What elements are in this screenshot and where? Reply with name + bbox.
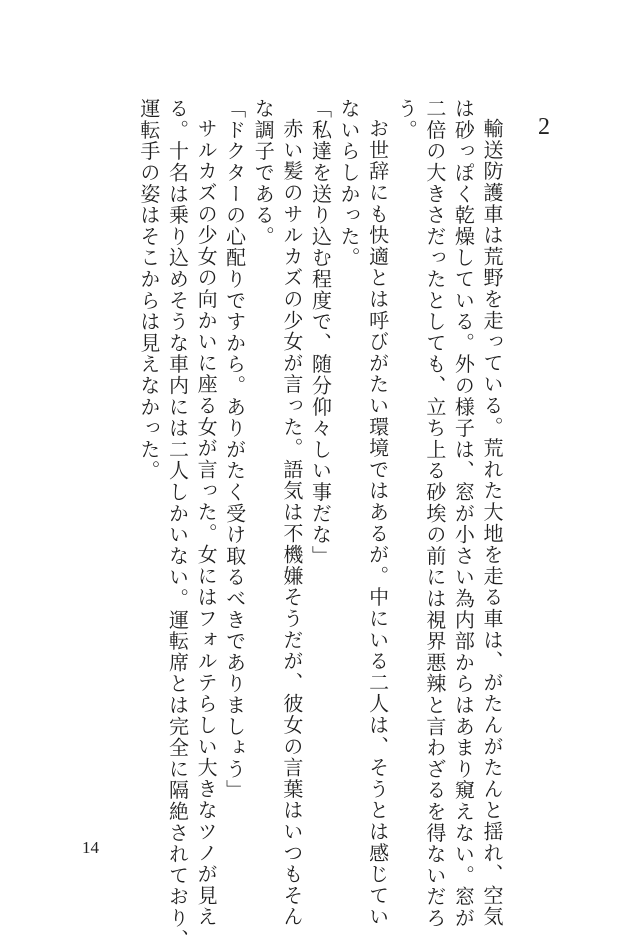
text-line: ないらしかった。 [337,98,362,269]
text-line: 赤い髪のサルカズの少女が言った。語気は不機嫌そうだが、彼女の言葉はいつもそん [279,118,304,928]
text-line: お世辞にも快適とは呼びがたい環境ではあるが。中にいる二人は、そうとは感じてい [365,118,390,928]
text-line: 輸送防護車は荒野を走っている。荒れた大地を走る車は、がたんがたんと揺れ、空気 [480,118,504,928]
text-line: は砂っぽく乾燥している。外の様子は、窓が小さい為内部からはあまり窺えない。窓が [451,98,476,929]
body-text [134,98,506,950]
text-line: 「ドクターの心配りですから。ありがたく受け取るべきでありましょう」 [222,98,247,801]
text-line: う。 [394,98,419,141]
text-line: な調子である。 [251,98,276,248]
chapter-number: 2 [538,114,550,140]
text-line: 「私達を送り込む程度で、随分仰々しい事だな」 [308,98,333,567]
text-line: 二倍の大きさだったとしても、立ち上る砂埃の前には視界悪辣と言わざるを得ないだろ [422,98,447,929]
text-line: る。十名は乗り込めそうな車内には二人しかいない。運転席とは完全に隔絶されており、 [165,98,190,950]
text-line: 運転手の姿はそこからは見えなかった。 [136,98,161,482]
text-line: サルカズの少女の向かいに座る女が言った。女にはフォルテらしい大きなツノが見え [194,118,219,928]
page-number: 14 [82,838,99,857]
